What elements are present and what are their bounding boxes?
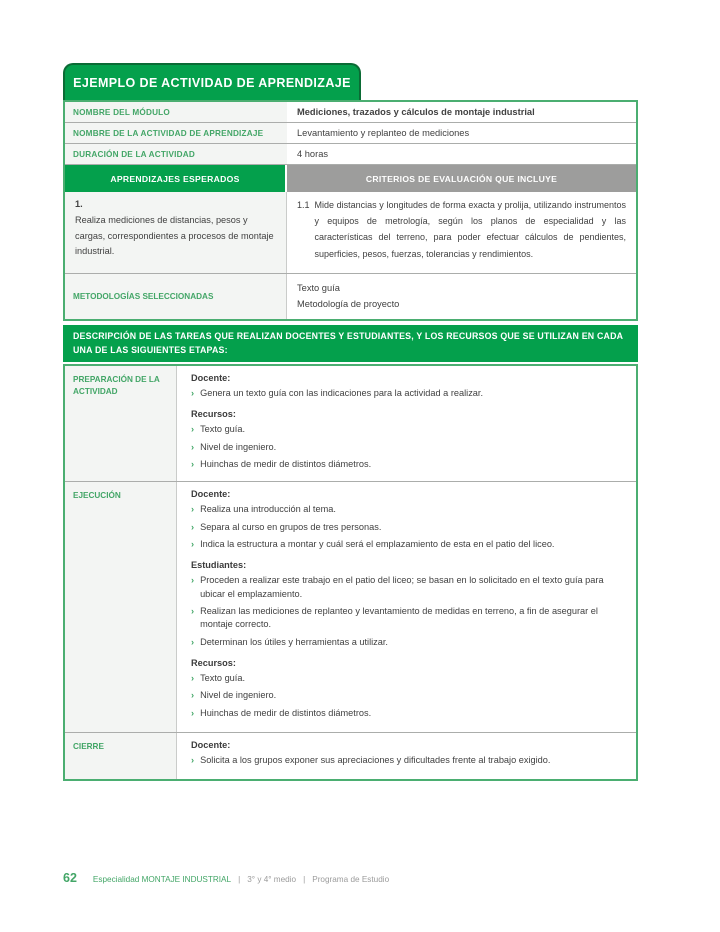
- chevron-bullet-icon: ›: [191, 388, 195, 398]
- stage-content: [177, 733, 636, 779]
- list-item-text: Nivel de ingeniero.: [200, 441, 277, 452]
- page-title: EJEMPLO DE ACTIVIDAD DE APRENDIZAJE: [63, 63, 361, 100]
- group-heading: Estudiantes:: [191, 560, 247, 571]
- stage-label: EJECUCIÓN: [65, 482, 177, 732]
- chevron-bullet-icon: ›: [191, 690, 195, 701]
- list-item-text: Genera un texto guía con las indicaciones para la actividad a realizar.: [200, 388, 484, 398]
- chevron-bullet-icon: ›: [191, 539, 195, 550]
- list-item-text: Indica la estructura a montar y cuál será el emplazamiento de esta en el patio del liceo.: [200, 539, 555, 550]
- footer-text: [93, 875, 389, 884]
- chevron-bullet-icon: ›: [191, 441, 195, 452]
- description-banner: DESCRIPCIÓN DE LAS TAREAS QUE REALIZAN DOCENTES Y ESTUDIANTES, Y LOS RECURSOS QUE SE UTILIZAN EN CADA UNA DE LAS SIGUIENTES ETAPAS:: [63, 325, 638, 362]
- group-estudiantes: [191, 560, 628, 649]
- table-row: [65, 123, 636, 144]
- activity-info-table: [63, 100, 638, 321]
- chevron-bullet-icon: ›: [191, 636, 195, 647]
- module-name-value: Mediciones, trazados y cálculos de montaje industrial: [297, 107, 535, 117]
- list-item: [191, 636, 628, 649]
- group-docente: [191, 373, 628, 400]
- criteria-number: 1.1: [297, 200, 310, 210]
- stages-table: [63, 364, 638, 781]
- module-name-label: NOMBRE DEL MÓDULO: [65, 102, 287, 122]
- chevron-bullet-icon: ›: [191, 521, 195, 532]
- list-item: [191, 754, 628, 767]
- footer-program: Programa de Estudio: [312, 875, 390, 884]
- chevron-bullet-icon: ›: [191, 424, 195, 435]
- list-item-text: Proceden a realizar este trabajo en el patio del liceo; se basan en lo solicitado en el texto guía para ubicar el emplazamiento.: [200, 575, 604, 599]
- footer-separator: |: [238, 875, 241, 884]
- list-item: [191, 458, 628, 471]
- list-item-text: Texto guía.: [200, 424, 246, 435]
- stage-content: [177, 482, 636, 732]
- methodology-item: Texto guía: [297, 283, 340, 293]
- group-heading: Recursos:: [191, 409, 236, 420]
- group-docente: [191, 489, 628, 551]
- list-item-text: Nivel de ingeniero.: [200, 690, 277, 701]
- list-item: [191, 521, 628, 534]
- group-heading: Docente:: [191, 740, 231, 751]
- table-header-row: [65, 165, 636, 192]
- table-row: [65, 144, 636, 165]
- group-recursos: [191, 409, 628, 471]
- methodology-item: Metodología de proyecto: [297, 299, 400, 310]
- learning-criteria-row: [65, 192, 636, 274]
- chevron-bullet-icon: ›: [191, 504, 195, 515]
- chevron-bullet-icon: ›: [191, 673, 195, 684]
- list-item: [191, 605, 628, 632]
- list-item-text: Realiza una introducción al tema.: [200, 504, 336, 515]
- stage-row-cierre: [65, 733, 636, 779]
- duration-value: 4 horas: [297, 149, 329, 159]
- list-item-text: Separa al curso en grupos de tres personas.: [200, 521, 382, 532]
- expected-learnings-header: APRENDIZAJES ESPERADOS: [65, 165, 287, 192]
- list-item: [191, 689, 628, 702]
- list-item: [191, 423, 628, 436]
- list-item-text: Huinchas de medir de distintos diámetros.: [200, 459, 372, 470]
- list-item: [191, 387, 628, 400]
- group-docente: [191, 740, 628, 767]
- activity-name-label: NOMBRE DE LA ACTIVIDAD DE APRENDIZAJE: [65, 123, 287, 143]
- stage-row-preparacion: [65, 366, 636, 482]
- footer-separator: |: [303, 875, 306, 884]
- footer-specialty: Especialidad MONTAJE INDUSTRIAL: [92, 875, 232, 884]
- table-row: [65, 102, 636, 123]
- activity-name-value: Levantamiento y replanteo de mediciones: [297, 128, 470, 138]
- learning-number: 1.: [75, 199, 83, 209]
- chevron-bullet-icon: ›: [191, 575, 195, 586]
- methodologies-label: METODOLOGÍAS SELECCIONADAS: [65, 274, 287, 319]
- list-item: [191, 574, 628, 601]
- list-item-text: Texto guía.: [200, 673, 246, 684]
- list-item-text: Solicita a los grupos exponer sus apreciaciones y dificultades frente al trabajo exigido.: [200, 755, 551, 766]
- group-heading: Docente:: [191, 373, 231, 383]
- group-heading: Recursos:: [191, 658, 236, 669]
- chevron-bullet-icon: ›: [191, 755, 195, 766]
- evaluation-criteria-header: CRITERIOS DE EVALUACIÓN QUE INCLUYE: [287, 165, 636, 192]
- stage-content: [177, 366, 636, 481]
- criteria-text: Mide distancias y longitudes de forma exacta y prolija, utilizando instrumentos y equipos de metrología, según los planos de especialidad y las características del terreno, para poder efectuar cálculos de pendientes, superficies, pesos, fuerzas, tolerancias y rendimientos.: [314, 200, 626, 259]
- list-item: [191, 672, 628, 685]
- list-item: [191, 538, 628, 551]
- page-footer: [63, 871, 389, 885]
- chevron-bullet-icon: ›: [191, 707, 195, 718]
- footer-grade: 3° y 4° medio: [247, 875, 297, 884]
- group-heading: Docente:: [191, 489, 231, 500]
- stage-label: CIERRE: [65, 733, 177, 779]
- chevron-bullet-icon: ›: [191, 606, 195, 617]
- list-item-text: Determinan los útiles y herramientas a utilizar.: [200, 636, 388, 647]
- list-item-text: Realizan las mediciones de replanteo y levantamiento de medidas en terreno, a fin de asegurar el montaje correcto.: [200, 606, 598, 630]
- learning-text: Realiza mediciones de distancias, pesos y cargas, correspondientes a procesos de montaje industrial.: [75, 214, 274, 257]
- stage-label: PREPARACIÓN DE LA ACTIVIDAD: [65, 366, 177, 481]
- list-item: [191, 707, 628, 720]
- list-item: [191, 441, 628, 454]
- methodologies-values: [287, 274, 636, 319]
- chevron-bullet-icon: ›: [191, 459, 195, 470]
- methodologies-row: [65, 274, 636, 319]
- group-recursos: [191, 658, 628, 720]
- list-item-text: Huinchas de medir de distintos diámetros.: [200, 707, 372, 718]
- stage-row-ejecucion: [65, 482, 636, 733]
- duration-label: DURACIÓN DE LA ACTIVIDAD: [65, 144, 287, 164]
- list-item: [191, 503, 628, 516]
- criteria-cell: [287, 192, 636, 273]
- learning-cell: [65, 192, 287, 273]
- page-number: 62: [63, 871, 77, 885]
